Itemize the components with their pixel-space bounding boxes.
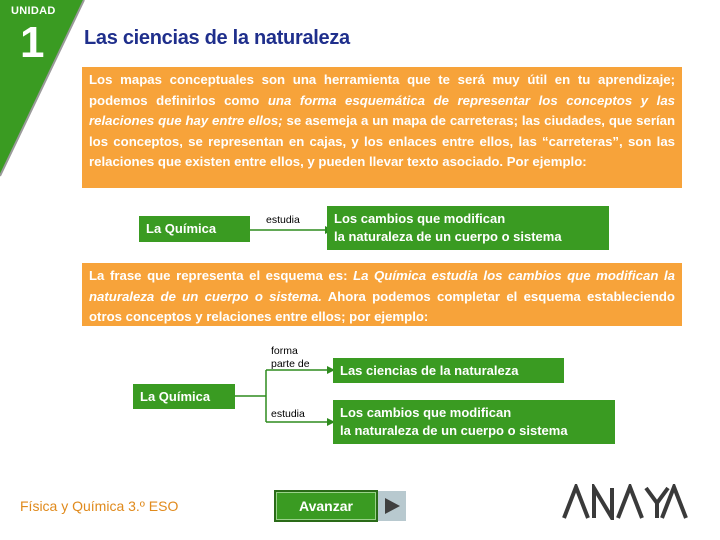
- concept-cambios: [327, 206, 609, 250]
- intro-emphasis: una forma esquemática de representar los conceptos y las relaciones que hay entre ellos;: [89, 92, 675, 128]
- concept-la-quimica: La Química: [139, 216, 250, 242]
- intro-text-box: [82, 67, 682, 188]
- phrase-text: La frase que representa el esquema es:: [89, 268, 354, 283]
- phrase-text-box: [82, 263, 682, 326]
- next-arrow-button[interactable]: [378, 491, 406, 521]
- concept-cambios-2-line2: la naturaleza de un cuerpo o sistema: [340, 423, 568, 438]
- unit-badge: [0, 0, 90, 180]
- intro-text: Los mapas conceptuales son una herramienta que te será muy útil en tu aprendizaje; podemos definirlos como: [89, 72, 675, 108]
- intro-text-continued: se asemeja a un mapa de carreteras; las ciudades, que serían los conceptos, se representan en cajas, y los enlaces entre ellos, las “carreteras”, son las relaciones que existen entre ellos, y pueden llevar texto asociado. Por ejemplo:: [89, 113, 676, 169]
- concept-cambios-line1: Los cambios que modifican: [334, 211, 506, 226]
- link-label-forma: forma: [271, 345, 298, 357]
- unit-label: UNIDAD: [11, 5, 56, 17]
- play-arrow-icon: [382, 496, 402, 516]
- phrase-emphasis: La Química estudia los cambios que modifican la naturaleza de un cuerpo o sistema.: [89, 268, 675, 304]
- anaya-logo: [562, 484, 688, 520]
- link-label-estudia: estudia: [266, 214, 300, 226]
- page-title: Las ciencias de la naturaleza: [84, 27, 350, 49]
- advance-button[interactable]: Avanzar: [274, 490, 378, 522]
- link-label-estudia-2: estudia: [271, 408, 305, 420]
- concept-la-quimica-2: La Química: [133, 384, 235, 409]
- link-label-parte-de: parte de: [271, 358, 310, 370]
- phrase-text-continued: Ahora podemos completar el esquema estableciendo otros conceptos y relaciones entre ellos; por ejemplo:: [89, 288, 675, 324]
- concept-cambios-line2: la naturaleza de un cuerpo o sistema: [334, 229, 562, 244]
- concept-cambios-2-line1: Los cambios que modifican: [340, 405, 512, 420]
- unit-number: 1: [20, 18, 45, 67]
- concept-cambios-2: [333, 400, 615, 444]
- concept-ciencias-naturaleza: Las ciencias de la naturaleza: [333, 358, 564, 383]
- link-label-forma-parte-de: [271, 345, 310, 371]
- footer-subject: Física y Química 3.º ESO: [20, 498, 179, 514]
